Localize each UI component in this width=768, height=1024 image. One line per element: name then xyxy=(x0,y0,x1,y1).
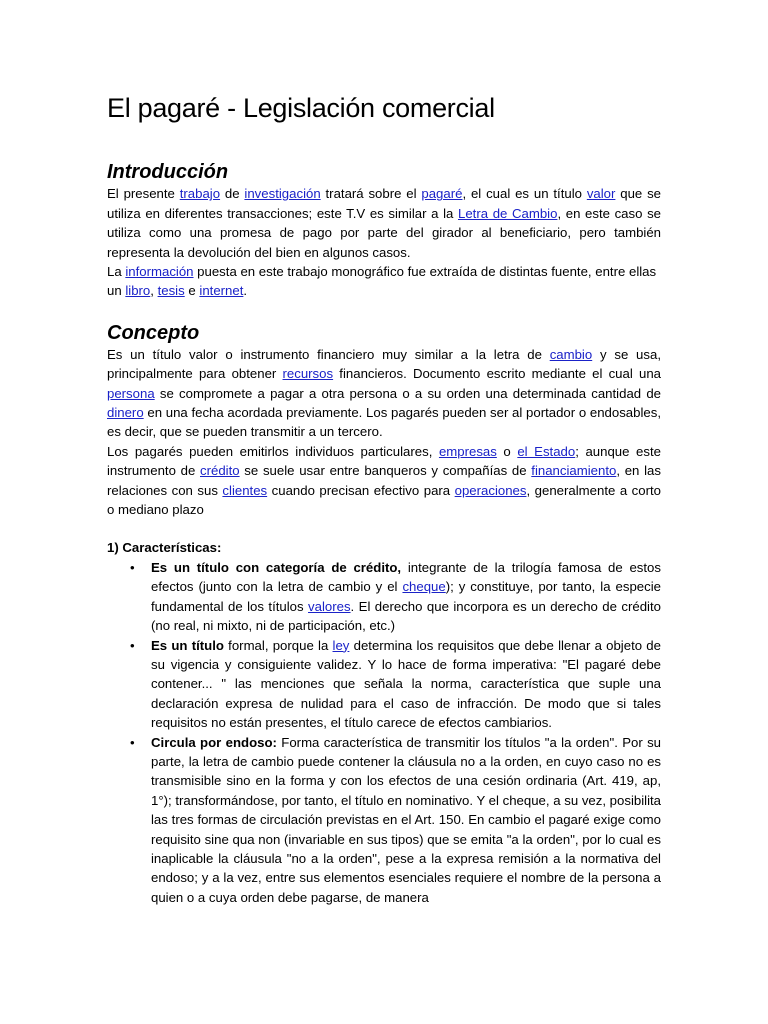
text: en una fecha acordada previamente. Los pagarés pueden ser al portador o endosables, es decir, que se pueden transmitir a un tercero. xyxy=(107,405,661,440)
text: tratará sobre el xyxy=(320,186,422,202)
text: financieros. Documento escrito mediante el cual una xyxy=(333,366,661,382)
document-content xyxy=(107,92,661,907)
text: se suele usar entre banqueros y compañías de xyxy=(239,463,532,479)
text: , el cual es un título xyxy=(462,186,587,202)
link-investigacion[interactable]: investigación xyxy=(244,186,321,202)
text: , xyxy=(150,283,158,299)
link-trabajo[interactable]: trabajo xyxy=(179,186,221,202)
intro-heading: Introducción xyxy=(107,161,229,184)
text: La xyxy=(107,264,126,280)
link-tesis[interactable]: tesis xyxy=(157,283,185,299)
link-persona[interactable]: persona xyxy=(107,385,155,401)
text: El presente xyxy=(107,186,180,202)
link-cheque[interactable]: cheque xyxy=(402,579,446,595)
text: , en este caso se utiliza como una promesa de pago por parte del girador al beneficiario, pero también representa la devolución del bien en algunos casos. xyxy=(107,205,662,260)
link-financiamiento[interactable]: financiamiento xyxy=(531,463,617,479)
link-operaciones[interactable]: operaciones xyxy=(454,482,527,498)
link-pagare[interactable]: pagaré xyxy=(421,186,463,202)
intro-paragraph-1 xyxy=(107,184,661,262)
bullet: • xyxy=(130,637,135,653)
item-lead: Circula por endoso: xyxy=(151,734,277,750)
text: ; aunque este instrumento de xyxy=(107,443,661,479)
text: . xyxy=(243,283,248,299)
text: o xyxy=(496,443,518,459)
concept-heading: Concepto xyxy=(107,321,200,344)
text: formal, porque la xyxy=(223,637,333,653)
concept-paragraph-1 xyxy=(107,345,661,442)
bullet: • xyxy=(130,734,135,750)
item-lead: Es un título con categoría de crédito, xyxy=(151,559,402,575)
list-item xyxy=(107,733,661,908)
page-title: El pagaré - Legislación comercial xyxy=(107,93,495,123)
text: Forma característica de transmitir los títulos "a la orden". Por su parte, la letra de cambio puede contener la cláusula no a la orden, en cuyo caso no es transmisible sino en la forma y con los efectos de una cesión ordinaria (Art. 419, ap, 1°); transformándose, por tanto, el título en nominativo. Y el cheque, a su vez, posibilita las tres formas de circulación previstas en el Art. 150. En cambio el pagaré exige como requisito sine qua non (invariable en sus tipos) que se emita "a la orden", por lo cual es inaplicable la cláusula "no a la orden", pese a la expresa remisión a la normativa del endoso; y a la vez, entre sus elementos esenciales requiere el nombre de la persona a quien o a cuya orden debe pagarse, de manera xyxy=(151,734,661,905)
link-informacion[interactable]: información xyxy=(125,264,194,280)
list-item xyxy=(107,558,661,636)
link-clientes[interactable]: clientes xyxy=(222,482,268,498)
text: ); y constituye, por tanto, la especie fundamental de los títulos xyxy=(151,579,661,614)
link-cambio[interactable]: cambio xyxy=(549,346,593,362)
link-valor[interactable]: valor xyxy=(586,186,616,202)
intro-paragraph-2 xyxy=(107,262,661,301)
link-letra-de-cambio[interactable]: Letra de Cambio xyxy=(458,205,558,221)
text: puesta en este trabajo monográfico fue extraída de distintas fuente, entre ellas un xyxy=(107,264,657,299)
item-lead: Es un título xyxy=(151,637,224,653)
list-item xyxy=(107,636,661,733)
text: determina los requisitos que debe llenar a objeto de su vigencia y consiguiente validez. Y lo hace de forma imperativa: "El pagaré debe contener... " las menciones que señala la norma, característica que suple una declaración expresa de nulidad para el caso de infracción. De modo que si tales requisitos no están presentes, el título carece de efectos cambiarios. xyxy=(151,637,661,731)
link-ley[interactable]: ley xyxy=(332,637,350,653)
text: de xyxy=(220,186,245,202)
text: que se utiliza en diferentes transacciones; este T.V es similar a la xyxy=(107,186,662,221)
text: , en las relaciones con sus xyxy=(107,463,661,498)
link-recursos[interactable]: recursos xyxy=(282,366,334,382)
text: cuando precisan efectivo para xyxy=(267,482,455,498)
text: , generalmente a corto o mediano plazo xyxy=(107,482,661,518)
link-empresas[interactable]: empresas xyxy=(438,443,497,459)
text: Los pagarés pueden emitirlos individuos particulares, xyxy=(107,443,439,459)
text: . El derecho que incorpora es un derecho de crédito (no real, ni mixto, ni de participación, etc.) xyxy=(151,598,661,634)
link-valores[interactable]: valores xyxy=(308,598,351,614)
bullet: • xyxy=(130,559,135,575)
text: y se usa, principalmente para obtener xyxy=(107,346,661,382)
text: se compromete a pagar a otra persona o a su orden una determinada cantidad de xyxy=(154,385,661,401)
link-el-estado[interactable]: el Estado xyxy=(517,443,576,459)
link-internet[interactable]: internet xyxy=(199,283,244,299)
concept-paragraph-2 xyxy=(107,442,661,520)
link-dinero[interactable]: dinero xyxy=(107,405,144,421)
characteristics-heading: 1) Características: xyxy=(107,540,222,556)
text: Es un título valor o instrumento financiero muy similar a la letra de xyxy=(107,346,550,362)
text: e xyxy=(184,283,200,299)
link-credito[interactable]: crédito xyxy=(200,463,240,479)
text: integrante de la trilogía famosa de estos efectos (junto con la letra de cambio y el xyxy=(151,559,661,595)
characteristics-list xyxy=(107,558,661,907)
link-libro[interactable]: libro xyxy=(125,283,151,299)
